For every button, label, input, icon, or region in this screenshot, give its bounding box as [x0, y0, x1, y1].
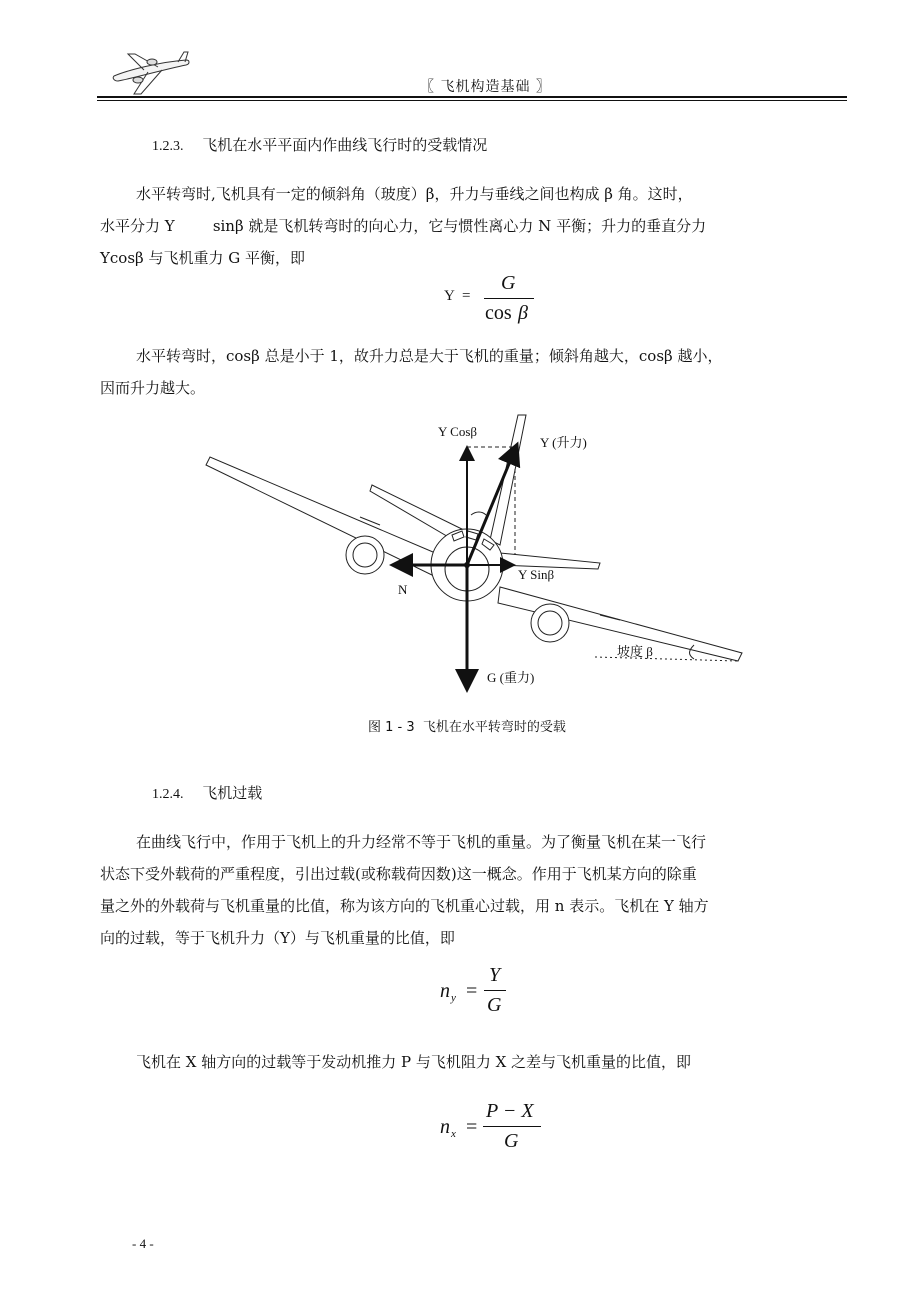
label-ycos: Y Cosβ [438, 424, 477, 439]
header-rule [97, 96, 847, 98]
eq-subscript: x [451, 1128, 456, 1140]
label-n: N [398, 582, 408, 597]
eq-denominator-var: β [518, 302, 528, 324]
paragraph [100, 1046, 842, 1078]
airplane-icon [108, 50, 194, 98]
section-title: 飞机过载 [202, 784, 263, 802]
eq-n: n [440, 980, 450, 1002]
eq-denominator-func: cos [485, 302, 512, 324]
eq-n: n [440, 1116, 450, 1138]
left-engine [346, 536, 384, 574]
eq-denominator: G [487, 994, 502, 1016]
paragraph [100, 178, 842, 274]
text-line: 水平分力 Y sinβ 就是飞机转弯时的向心力，它与惯性离心力 N 平衡；升力的垂直分力 [100, 217, 707, 235]
label-bank: 坡度 β [617, 644, 653, 659]
text-line: 量之外的外载荷与飞机重量的比值，称为该方向的飞机重心过载，用 n 表示。飞机在 Y 轴方 [100, 897, 709, 915]
section-title: 飞机在水平平面内作曲线飞行时的受载情况 [202, 136, 488, 154]
text-line: 在曲线飞行中，作用于飞机上的升力经常不等于飞机的重量。为了衡量飞机在某一飞行 [136, 833, 707, 851]
left-wing [206, 457, 440, 577]
section-number: 1.2.3. [152, 139, 184, 154]
text-line: 飞机在 X 轴方向的过载等于发动机推力 P 与飞机阻力 X 之差与飞机重量的比值，即 [136, 1053, 692, 1071]
vertical-tail [490, 415, 526, 545]
paragraph [100, 826, 842, 954]
right-engine [531, 604, 569, 642]
label-lift: Y (升力) [540, 435, 587, 450]
eq-numerator: G [501, 272, 516, 294]
equation-ny [436, 962, 536, 1022]
eq-numerator: Y [489, 964, 501, 986]
label-ysin: Y Sinβ [518, 567, 555, 582]
text-line: Ycosβ 与飞机重力 G 平衡，即 [100, 249, 305, 267]
section-heading [152, 782, 262, 803]
equation-nx [436, 1098, 556, 1158]
fraction-bar [483, 1126, 541, 1127]
paragraph [100, 340, 842, 404]
text-line: 因而升力越大。 [100, 379, 206, 397]
eq-equals: = [466, 1116, 478, 1138]
eq-lhs: Y [444, 288, 455, 304]
figure-caption: 图 1 - 3 飞机在水平转弯时的受载 [368, 720, 566, 735]
eq-equals: = [466, 980, 478, 1002]
header-title: 〖 飞机构造基础 〗 [420, 79, 551, 95]
equation-lift [430, 270, 570, 330]
text-line: 水平转弯时,飞机具有一定的倾斜角（玻度）β，升力与垂线之间也构成 β 角。这时， [136, 185, 693, 203]
text-line: 水平转弯时，cosβ 总是小于 1，故升力总是大于飞机的重量；倾斜角越大，cosβ 越小， [136, 347, 723, 365]
text-line: 状态下受外载荷的严重程度，引出过载(或称载荷因数)这一概念。作用于飞机某方向的除重 [100, 865, 697, 883]
section-number: 1.2.4. [152, 787, 184, 802]
text-line: 向的过载，等于飞机升力（Y）与飞机重量的比值，即 [100, 929, 455, 947]
eq-denominator: G [504, 1130, 519, 1152]
fraction-bar [484, 298, 534, 299]
section-heading [152, 134, 487, 155]
fraction-bar [484, 990, 506, 991]
page-number: - 4 - [132, 1236, 154, 1251]
eq-equals: = [462, 288, 471, 304]
eq-subscript: y [451, 992, 456, 1004]
eq-numerator: P − X [486, 1100, 534, 1122]
header-rule-thin [97, 100, 847, 101]
turning-aircraft-diagram [200, 405, 760, 705]
label-gravity: G (重力) [487, 670, 535, 685]
